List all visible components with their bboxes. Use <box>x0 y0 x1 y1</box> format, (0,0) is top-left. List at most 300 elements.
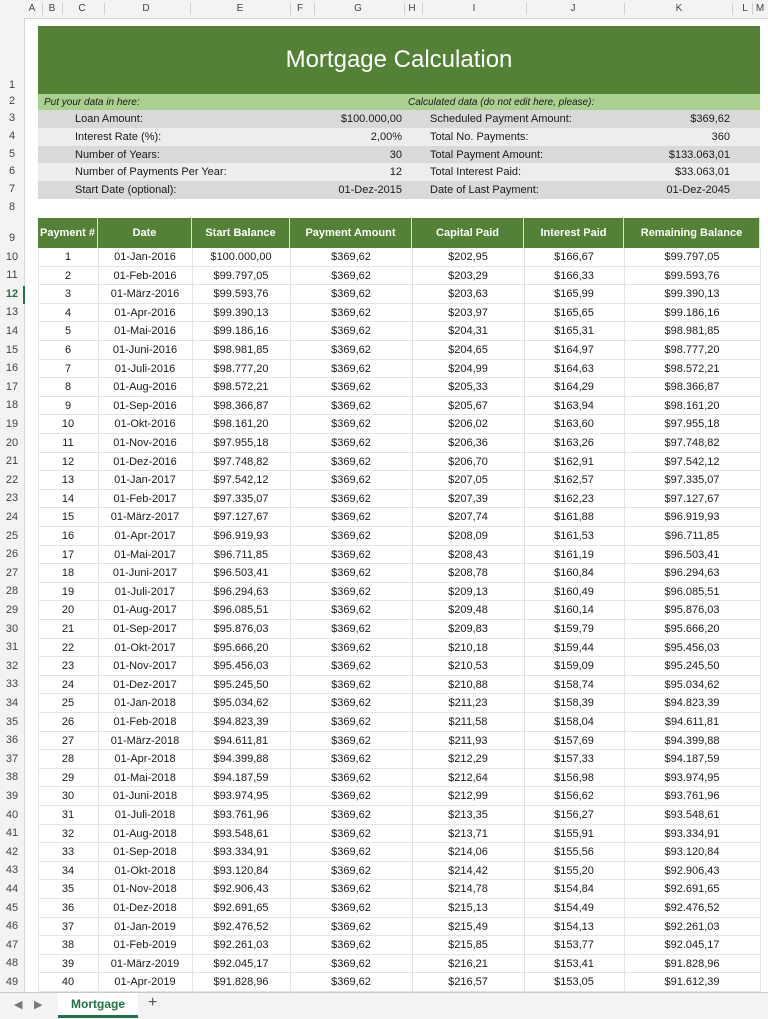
table-cell[interactable]: $95.245,50 <box>664 660 720 673</box>
table-cell[interactable]: $96.503,41 <box>213 567 269 580</box>
row-header-18[interactable]: 18 <box>5 399 19 412</box>
table-cell[interactable]: $93.974,95 <box>664 771 720 784</box>
sheet-nav-next-icon[interactable]: ▶ <box>34 999 43 1011</box>
table-cell[interactable]: $95.666,20 <box>664 623 720 635</box>
table-cell[interactable]: 19 <box>61 585 75 598</box>
table-cell[interactable]: 01-Aug-2017 <box>113 604 177 617</box>
table-cell[interactable]: $93.548,61 <box>213 827 269 840</box>
table-cell[interactable]: $98.366,87 <box>664 381 720 394</box>
table-cell[interactable]: 8 <box>64 381 72 394</box>
row-header-10[interactable]: 10 <box>5 250 19 263</box>
row-header-15[interactable]: 15 <box>5 343 19 356</box>
table-cell[interactable]: $95.666,20 <box>213 641 269 654</box>
table-cell[interactable]: 01-Apr-2019 <box>114 976 176 989</box>
row-header-49[interactable]: 49 <box>5 975 19 988</box>
table-cell[interactable]: 26 <box>61 716 75 728</box>
row-header-35[interactable]: 35 <box>5 715 19 728</box>
table-cell[interactable]: $164,29 <box>554 381 594 394</box>
row-header-28[interactable]: 28 <box>5 585 19 598</box>
table-cell[interactable]: $153,41 <box>554 957 594 970</box>
table-cell[interactable]: $203,63 <box>448 288 488 301</box>
table-cell[interactable]: $92.906,43 <box>664 864 720 877</box>
table-cell[interactable]: $369,62 <box>331 362 371 375</box>
column-header-c[interactable]: C <box>78 3 86 14</box>
table-cell[interactable]: $369,62 <box>331 864 371 877</box>
table-cell[interactable]: 01-Jan-2018 <box>114 697 176 710</box>
column-separator[interactable] <box>314 3 315 15</box>
table-cell[interactable]: $99.390,13 <box>664 288 720 301</box>
table-cell[interactable]: 38 <box>61 939 75 952</box>
table-cell[interactable]: $155,56 <box>554 846 594 859</box>
table-cell[interactable]: 3 <box>64 288 72 301</box>
table-cell[interactable]: $202,95 <box>448 251 488 263</box>
table-cell[interactable]: $155,20 <box>554 864 594 877</box>
column-separator[interactable] <box>62 3 63 15</box>
row-header-1[interactable]: 1 <box>8 79 16 91</box>
column-header-d[interactable]: D <box>142 3 150 14</box>
table-cell[interactable]: $92.691,65 <box>213 902 269 914</box>
table-cell[interactable]: $204,99 <box>448 362 488 375</box>
table-cell[interactable]: 20 <box>61 604 75 617</box>
table-cell[interactable]: $92.476,52 <box>213 920 269 933</box>
input-value[interactable]: 01-Dez-2015 <box>338 184 402 196</box>
table-cell[interactable]: $215,85 <box>448 939 488 952</box>
table-cell[interactable]: $160,14 <box>554 604 594 617</box>
table-cell[interactable]: $212,64 <box>448 771 488 784</box>
row-header-33[interactable]: 33 <box>5 678 19 691</box>
table-cell[interactable]: $91.828,96 <box>213 976 269 989</box>
row-header-37[interactable]: 37 <box>5 752 19 765</box>
table-cell[interactable]: 01-Jan-2016 <box>114 251 176 263</box>
table-cell[interactable]: $369,62 <box>331 344 371 356</box>
table-cell[interactable]: 34 <box>61 864 75 877</box>
table-cell[interactable]: $93.974,95 <box>213 790 269 803</box>
table-cell[interactable]: $208,09 <box>448 530 488 542</box>
table-cell[interactable]: $158,39 <box>554 697 594 710</box>
table-cell[interactable]: $214,06 <box>448 846 488 859</box>
table-cell[interactable]: $97.127,67 <box>213 511 269 524</box>
table-cell[interactable]: $96.919,93 <box>213 530 269 542</box>
table-cell[interactable]: $209,13 <box>448 585 488 598</box>
table-cell[interactable]: $216,21 <box>448 957 488 970</box>
table-cell[interactable]: $154,84 <box>554 883 594 896</box>
table-cell[interactable]: $214,78 <box>448 883 488 896</box>
table-cell[interactable]: $369,62 <box>331 306 371 319</box>
table-cell[interactable]: $92.261,03 <box>664 920 720 933</box>
table-cell[interactable]: 01-März-2017 <box>110 511 180 524</box>
table-cell[interactable]: $211,58 <box>448 716 488 728</box>
table-cell[interactable]: $97.748,82 <box>664 437 720 449</box>
row-header-45[interactable]: 45 <box>5 901 19 914</box>
table-cell[interactable]: $369,62 <box>331 697 371 710</box>
table-cell[interactable]: $162,57 <box>554 474 594 487</box>
row-header-26[interactable]: 26 <box>5 548 19 561</box>
table-cell[interactable]: $92.045,17 <box>664 939 720 952</box>
table-cell[interactable]: $94.823,39 <box>664 697 720 710</box>
table-cell[interactable]: $92.045,17 <box>213 957 269 970</box>
row-header-11[interactable]: 11 <box>6 269 18 282</box>
table-cell[interactable]: $97.335,07 <box>664 474 720 487</box>
table-cell[interactable]: 28 <box>61 753 75 766</box>
table-cell[interactable]: 12 <box>61 455 75 468</box>
column-header-f[interactable]: F <box>296 3 304 14</box>
table-cell[interactable]: 01-Juli-2017 <box>114 585 176 598</box>
table-cell[interactable]: 18 <box>61 567 75 580</box>
table-cell[interactable]: $369,62 <box>331 883 371 896</box>
table-cell[interactable]: $213,71 <box>448 827 488 840</box>
table-cell[interactable]: $369,62 <box>331 939 371 952</box>
row-header-21[interactable]: 21 <box>5 455 19 468</box>
row-header-23[interactable]: 23 <box>5 492 19 505</box>
table-cell[interactable]: 01-Nov-2018 <box>113 883 177 896</box>
table-cell[interactable]: $96.085,51 <box>664 585 720 598</box>
table-cell[interactable]: $99.186,16 <box>664 306 720 319</box>
table-cell[interactable]: $93.334,91 <box>664 827 720 840</box>
table-cell[interactable]: $165,31 <box>554 325 594 338</box>
table-cell[interactable]: $369,62 <box>331 548 371 561</box>
table-cell[interactable]: $166,33 <box>554 269 594 282</box>
row-header-29[interactable]: 29 <box>5 603 19 616</box>
table-cell[interactable]: $163,26 <box>554 437 594 449</box>
table-cell[interactable]: $92.906,43 <box>213 883 269 896</box>
table-cell[interactable]: $99.797,05 <box>664 251 720 263</box>
table-cell[interactable]: $156,98 <box>554 771 594 784</box>
table-cell[interactable]: $158,74 <box>554 678 594 691</box>
table-cell[interactable]: $211,23 <box>448 697 488 710</box>
row-header-38[interactable]: 38 <box>5 771 19 784</box>
row-header-2[interactable]: 2 <box>8 95 16 107</box>
table-cell[interactable]: 01-Aug-2018 <box>113 827 177 840</box>
row-header-12[interactable]: 12 <box>5 287 19 300</box>
page-title[interactable]: Mortgage Calculation <box>38 26 760 94</box>
table-cell[interactable]: 01-Juni-2017 <box>112 567 178 580</box>
column-separator[interactable] <box>290 3 291 15</box>
table-cell[interactable]: $210,18 <box>448 641 488 654</box>
table-cell[interactable]: 39 <box>61 957 75 970</box>
table-cell[interactable]: $369,62 <box>331 399 371 412</box>
table-cell[interactable]: $96.294,63 <box>213 585 269 598</box>
table-cell[interactable]: 01-Apr-2016 <box>114 306 176 319</box>
table-cell[interactable]: $369,62 <box>331 437 371 449</box>
table-cell[interactable]: $97.542,12 <box>213 474 269 487</box>
table-cell[interactable]: 01-Sep-2016 <box>113 399 177 412</box>
table-cell[interactable]: $369,62 <box>331 251 371 263</box>
table-cell[interactable]: 01-Dez-2018 <box>113 902 177 914</box>
table-cell[interactable]: $93.120,84 <box>664 846 720 859</box>
table-cell[interactable]: $94.611,81 <box>664 716 720 728</box>
table-cell[interactable]: $369,62 <box>331 790 371 803</box>
row-header-13[interactable]: 13 <box>5 306 19 319</box>
row-header-9[interactable]: 9 <box>8 232 16 244</box>
table-cell[interactable]: $155,91 <box>554 827 594 840</box>
table-cell[interactable]: $91.828,96 <box>664 957 720 970</box>
table-cell[interactable]: 15 <box>61 511 75 524</box>
table-cell[interactable]: 01-Feb-2019 <box>113 939 177 952</box>
table-cell[interactable]: $153,05 <box>554 976 594 989</box>
table-cell[interactable]: 33 <box>61 846 75 859</box>
column-header-i[interactable]: I <box>472 3 476 14</box>
table-cell[interactable]: $92.691,65 <box>664 883 720 896</box>
table-cell[interactable]: $369,62 <box>331 455 371 468</box>
row-header-44[interactable]: 44 <box>5 882 19 895</box>
row-header-7[interactable]: 7 <box>8 183 16 195</box>
table-cell[interactable]: 4 <box>64 306 72 319</box>
table-cell[interactable]: $207,74 <box>448 511 488 524</box>
table-cell[interactable]: 6 <box>64 344 72 356</box>
table-cell[interactable]: 25 <box>61 697 75 710</box>
table-cell[interactable]: $98.777,20 <box>664 344 720 356</box>
table-cell[interactable]: $369,62 <box>331 288 371 301</box>
table-cell[interactable]: $369,62 <box>331 716 371 728</box>
table-cell[interactable]: 01-Aug-2016 <box>113 381 177 394</box>
column-header-m[interactable]: M <box>755 3 765 14</box>
table-cell[interactable]: 01-Okt-2017 <box>114 641 176 654</box>
table-cell[interactable]: 01-Nov-2017 <box>113 660 177 673</box>
table-cell[interactable]: 24 <box>61 678 75 691</box>
table-cell[interactable]: $166,67 <box>554 251 594 263</box>
table-cell[interactable]: $98.366,87 <box>213 399 269 412</box>
table-cell[interactable]: $154,49 <box>554 902 594 914</box>
table-cell[interactable]: $97.748,82 <box>213 455 269 468</box>
input-value[interactable]: 12 <box>389 166 402 178</box>
table-cell[interactable]: $160,84 <box>554 567 594 580</box>
table-cell[interactable]: $92.261,03 <box>213 939 269 952</box>
table-cell[interactable]: $215,13 <box>448 902 488 914</box>
table-cell[interactable]: $162,23 <box>554 492 594 505</box>
table-cell[interactable]: $98.981,85 <box>213 344 269 356</box>
column-header-l[interactable]: L <box>742 3 748 14</box>
row-header-25[interactable]: 25 <box>5 529 19 542</box>
table-cell[interactable]: $98.572,21 <box>664 362 720 375</box>
table-cell[interactable]: $97.955,18 <box>664 418 720 431</box>
table-cell[interactable]: $98.777,20 <box>213 362 269 375</box>
column-separator[interactable] <box>42 3 43 15</box>
column-separator[interactable] <box>190 3 191 15</box>
table-cell[interactable]: $154,13 <box>554 920 594 933</box>
table-cell[interactable]: $94.187,59 <box>213 771 269 784</box>
table-cell[interactable]: $369,62 <box>331 269 371 282</box>
table-cell[interactable]: $96.085,51 <box>213 604 269 617</box>
table-cell[interactable]: $210,53 <box>448 660 488 673</box>
row-header-27[interactable]: 27 <box>5 566 19 579</box>
table-cell[interactable]: $209,83 <box>448 623 488 635</box>
table-cell[interactable]: 31 <box>61 809 75 821</box>
table-cell[interactable]: 01-Apr-2017 <box>114 530 176 542</box>
table-cell[interactable]: 01-Juli-2018 <box>114 809 176 821</box>
table-cell[interactable]: $214,42 <box>448 864 488 877</box>
table-cell[interactable]: $369,62 <box>331 809 371 821</box>
table-cell[interactable]: $215,49 <box>448 920 488 933</box>
table-cell[interactable]: 35 <box>61 883 75 896</box>
column-separator[interactable] <box>404 3 405 15</box>
input-value[interactable]: 2,00% <box>370 131 402 143</box>
table-cell[interactable]: $94.399,88 <box>664 734 720 747</box>
row-header-4[interactable]: 4 <box>8 130 16 142</box>
column-header-b[interactable]: B <box>48 3 56 14</box>
table-cell[interactable]: $369,62 <box>331 734 371 747</box>
table-cell[interactable]: $206,36 <box>448 437 488 449</box>
table-cell[interactable]: 01-Juni-2018 <box>112 790 178 803</box>
row-header-42[interactable]: 42 <box>5 845 19 858</box>
table-cell[interactable]: 36 <box>61 902 75 914</box>
table-cell[interactable]: $159,44 <box>554 641 594 654</box>
table-cell[interactable]: $207,39 <box>448 492 488 505</box>
table-cell[interactable]: $165,99 <box>554 288 594 301</box>
table-cell[interactable]: $96.711,85 <box>664 530 720 542</box>
table-cell[interactable]: 21 <box>61 623 75 635</box>
table-cell[interactable]: $369,62 <box>331 827 371 840</box>
table-cell[interactable]: $159,09 <box>554 660 594 673</box>
table-cell[interactable]: 01-Feb-2018 <box>113 716 177 728</box>
row-header-32[interactable]: 32 <box>5 659 19 672</box>
input-value[interactable]: $100.000,00 <box>340 113 402 125</box>
table-cell[interactable]: $206,02 <box>448 418 488 431</box>
table-cell[interactable]: 37 <box>61 920 75 933</box>
column-header-h[interactable]: H <box>408 3 416 14</box>
table-cell[interactable]: $369,62 <box>331 920 371 933</box>
table-cell[interactable]: $369,62 <box>331 511 371 524</box>
table-cell[interactable]: 01-Apr-2018 <box>114 753 176 766</box>
table-cell[interactable]: 01-Sep-2017 <box>113 623 177 635</box>
table-cell[interactable]: 7 <box>64 362 72 375</box>
table-cell[interactable]: 01-Okt-2016 <box>114 418 176 431</box>
table-cell[interactable]: $369,62 <box>331 381 371 394</box>
table-cell[interactable]: 01-März-2016 <box>110 288 180 301</box>
table-cell[interactable]: 23 <box>61 660 75 673</box>
table-cell[interactable]: $162,91 <box>554 455 594 468</box>
add-sheet-icon[interactable]: + <box>148 994 158 1011</box>
table-cell[interactable]: $96.503,41 <box>664 548 720 561</box>
table-cell[interactable]: $164,97 <box>554 344 594 356</box>
table-cell[interactable]: 9 <box>64 399 72 412</box>
table-cell[interactable]: $204,31 <box>448 325 488 338</box>
table-cell[interactable]: 01-Feb-2016 <box>113 269 177 282</box>
table-cell[interactable]: 01-Jan-2017 <box>114 474 176 487</box>
table-cell[interactable]: $204,65 <box>448 344 488 356</box>
table-cell[interactable]: 16 <box>61 530 75 542</box>
row-header-47[interactable]: 47 <box>5 938 19 951</box>
row-header-31[interactable]: 31 <box>5 641 19 654</box>
row-header-40[interactable]: 40 <box>5 808 19 821</box>
table-cell[interactable]: $95.034,62 <box>213 697 269 710</box>
column-separator[interactable] <box>752 3 753 15</box>
table-cell[interactable]: 11 <box>62 437 74 449</box>
sheet-nav-prev-icon[interactable]: ◀ <box>14 999 23 1011</box>
sheet-tab-mortgage[interactable]: Mortgage <box>58 993 138 1018</box>
row-header-5[interactable]: 5 <box>8 148 16 160</box>
table-cell[interactable]: $157,69 <box>554 734 594 747</box>
row-header-46[interactable]: 46 <box>5 920 19 933</box>
table-cell[interactable]: $95.456,03 <box>213 660 269 673</box>
table-cell[interactable]: $369,62 <box>331 492 371 505</box>
row-header-24[interactable]: 24 <box>5 510 19 523</box>
table-cell[interactable]: $369,62 <box>331 678 371 691</box>
table-cell[interactable]: $98.572,21 <box>213 381 269 394</box>
table-cell[interactable]: 17 <box>61 548 75 561</box>
table-cell[interactable]: $206,70 <box>448 455 488 468</box>
table-cell[interactable]: $369,62 <box>331 623 371 635</box>
table-cell[interactable]: $369,62 <box>331 641 371 654</box>
table-cell[interactable]: $205,67 <box>448 399 488 412</box>
table-cell[interactable]: 40 <box>61 976 75 989</box>
table-cell[interactable]: 01-März-2018 <box>110 734 180 747</box>
table-cell[interactable]: $99.390,13 <box>213 306 269 319</box>
table-cell[interactable]: 01-Nov-2016 <box>113 437 177 449</box>
table-cell[interactable]: $207,05 <box>448 474 488 487</box>
row-header-36[interactable]: 36 <box>5 734 19 747</box>
table-cell[interactable]: $95.245,50 <box>213 678 269 691</box>
table-cell[interactable]: $91.612,39 <box>664 976 720 989</box>
table-cell[interactable]: $211,93 <box>448 734 488 747</box>
table-cell[interactable]: 01-Juni-2016 <box>112 344 178 356</box>
row-header-22[interactable]: 22 <box>5 473 19 486</box>
row-header-34[interactable]: 34 <box>5 696 19 709</box>
table-cell[interactable]: $369,62 <box>331 585 371 598</box>
table-cell[interactable]: $93.761,96 <box>213 809 269 821</box>
table-cell[interactable]: $95.456,03 <box>664 641 720 654</box>
table-cell[interactable]: 2 <box>64 269 72 282</box>
table-cell[interactable]: $161,19 <box>554 548 594 561</box>
table-cell[interactable]: $98.161,20 <box>213 418 269 431</box>
table-cell[interactable]: $95.034,62 <box>664 678 720 691</box>
table-cell[interactable]: $95.876,03 <box>213 623 269 635</box>
table-cell[interactable]: $212,99 <box>448 790 488 803</box>
column-header-j[interactable]: J <box>570 3 576 14</box>
table-cell[interactable]: 1 <box>64 251 72 263</box>
table-cell[interactable]: 14 <box>61 492 75 505</box>
table-cell[interactable]: $94.399,88 <box>213 753 269 766</box>
table-cell[interactable]: $369,62 <box>331 660 371 673</box>
table-cell[interactable]: $99.797,05 <box>213 269 269 282</box>
table-cell[interactable]: $97.335,07 <box>213 492 269 505</box>
table-cell[interactable]: $369,62 <box>331 902 371 914</box>
table-cell[interactable]: $99.593,76 <box>664 269 720 282</box>
table-cell[interactable]: $369,62 <box>331 753 371 766</box>
table-cell[interactable]: 01-Sep-2018 <box>113 846 177 859</box>
table-cell[interactable]: $153,77 <box>554 939 594 952</box>
table-cell[interactable]: $160,49 <box>554 585 594 598</box>
table-cell[interactable]: $158,04 <box>554 716 594 728</box>
table-cell[interactable]: 01-Dez-2016 <box>113 455 177 468</box>
table-cell[interactable]: $99.593,76 <box>213 288 269 301</box>
table-cell[interactable]: $369,62 <box>331 325 371 338</box>
table-cell[interactable]: $156,27 <box>554 809 594 821</box>
table-cell[interactable]: $212,29 <box>448 753 488 766</box>
row-header-20[interactable]: 20 <box>5 436 19 449</box>
input-value[interactable]: 30 <box>389 149 402 161</box>
table-cell[interactable]: $161,88 <box>554 511 594 524</box>
table-cell[interactable]: 01-Juli-2016 <box>114 362 176 375</box>
table-cell[interactable]: $205,33 <box>448 381 488 394</box>
column-separator[interactable] <box>104 3 105 15</box>
column-header-g[interactable]: G <box>354 3 362 14</box>
row-header-19[interactable]: 19 <box>5 417 19 430</box>
table-cell[interactable]: $97.542,12 <box>664 455 720 468</box>
table-cell[interactable]: 01-Jan-2019 <box>114 920 176 933</box>
table-cell[interactable]: 5 <box>64 325 72 338</box>
table-cell[interactable]: $96.919,93 <box>664 511 720 524</box>
table-cell[interactable]: $94.823,39 <box>213 716 269 728</box>
table-cell[interactable]: $369,62 <box>331 474 371 487</box>
table-cell[interactable]: $99.186,16 <box>213 325 269 338</box>
table-cell[interactable]: 01-Mai-2017 <box>114 548 176 561</box>
table-cell[interactable]: 32 <box>61 827 75 840</box>
row-header-14[interactable]: 14 <box>5 324 19 337</box>
table-cell[interactable]: $94.611,81 <box>213 734 269 747</box>
column-separator[interactable] <box>422 3 423 15</box>
column-separator[interactable] <box>624 3 625 15</box>
table-cell[interactable]: 27 <box>61 734 75 747</box>
